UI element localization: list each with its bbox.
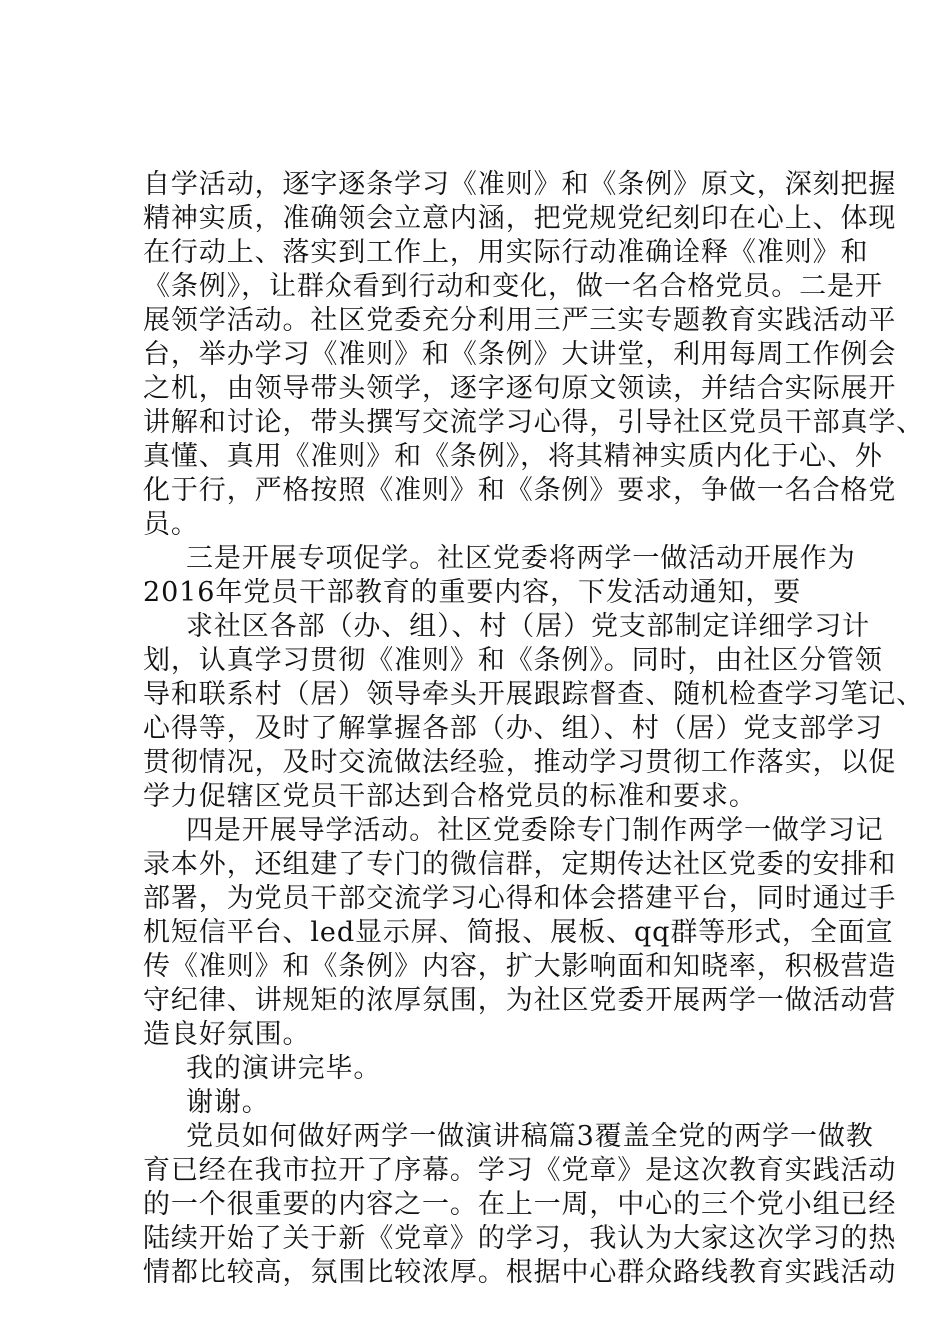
paragraph-start-line: 三是开展专项促学。社区党委将两学一做活动开展作为 bbox=[186, 543, 856, 574]
body-line: 贯彻情况，及时交流做法经验，推动学习贯彻工作落实，以促 bbox=[143, 747, 897, 778]
body-line: 之机，由领导带头领学，逐字逐句原文领读，并结合实际展开 bbox=[143, 373, 897, 404]
body-line: 求社区各部（办、组）、村（居）党支部制定详细学习计 bbox=[186, 611, 870, 642]
body-line: 造良好氛围。 bbox=[143, 1019, 311, 1050]
body-line: 情都比较高，氛围比较浓厚。根据中心群众路线教育实践活动 bbox=[143, 1257, 897, 1288]
body-line: 陆续开始了关于新《党章》的学习，我认为大家这次学习的热 bbox=[143, 1223, 897, 1254]
body-line: 划，认真学习贯彻《准则》和《条例》。同时，由社区分管领 bbox=[143, 645, 883, 676]
body-line: 讲解和讨论，带头撰写交流学习心得，引导社区党员干部真学、 bbox=[143, 407, 925, 438]
body-line: 心得等，及时了解掌握各部（办、组）、村（居）党支部学习 bbox=[143, 713, 883, 744]
paragraph-start-line: 我的演讲完毕。 bbox=[186, 1053, 382, 1084]
body-line: 展领学活动。社区党委充分利用三严三实专题教育实践活动平 bbox=[143, 305, 897, 336]
body-line: 机短信平台、led显示屏、简报、展板、qq群等形式，全面宣 bbox=[143, 917, 894, 948]
body-line: 育已经在我市拉开了序幕。学习《党章》是这次教育实践活动 bbox=[143, 1155, 897, 1186]
body-line: 的一个很重要的内容之一。在上一周，中心的三个党小组已经 bbox=[143, 1189, 897, 1220]
body-line: 《条例》，让群众看到行动和变化，做一名合格党员。二是开 bbox=[143, 271, 883, 302]
body-line: 精神实质，准确领会立意内涵，把党规党纪刻印在心上、体现 bbox=[143, 203, 897, 234]
body-line: 2016年党员干部教育的重要内容，下发活动通知，要 bbox=[143, 577, 802, 608]
body-line: 传《准则》和《条例》内容，扩大影响面和知晓率，积极营造 bbox=[143, 951, 897, 982]
body-line: 真懂、真用《准则》和《条例》，将其精神实质内化于心、外 bbox=[143, 441, 883, 472]
body-line: 部署，为党员干部交流学习心得和体会搭建平台，同时通过手 bbox=[143, 883, 897, 914]
body-line: 学力促辖区党员干部达到合格党员的标准和要求。 bbox=[143, 781, 757, 812]
body-line: 化于行，严格按照《准则》和《条例》要求，争做一名合格党 bbox=[143, 475, 897, 506]
paragraph-start-line: 谢谢。 bbox=[186, 1087, 270, 1118]
paragraph-start-line: 四是开展导学活动。社区党委除专门制作两学一做学习记 bbox=[186, 815, 884, 846]
body-line: 导和联系村（居）领导牵头开展跟踪督查、随机检查学习笔记、 bbox=[143, 679, 925, 710]
paragraph-start-line: 党员如何做好两学一做演讲稿篇3覆盖全党的两学一做教 bbox=[186, 1121, 874, 1152]
body-line: 录本外，还组建了专门的微信群，定期传达社区党委的安排和 bbox=[143, 849, 897, 880]
body-line: 员。 bbox=[143, 509, 199, 540]
body-line: 台，举办学习《准则》和《条例》大讲堂，利用每周工作例会 bbox=[143, 339, 897, 370]
body-line: 在行动上、落实到工作上，用实际行动准确诠释《准则》和 bbox=[143, 237, 869, 268]
body-line: 自学活动，逐字逐条学习《准则》和《条例》原文，深刻把握 bbox=[143, 169, 897, 200]
body-line: 守纪律、讲规矩的浓厚氛围，为社区党委开展两学一做活动营 bbox=[143, 985, 897, 1016]
